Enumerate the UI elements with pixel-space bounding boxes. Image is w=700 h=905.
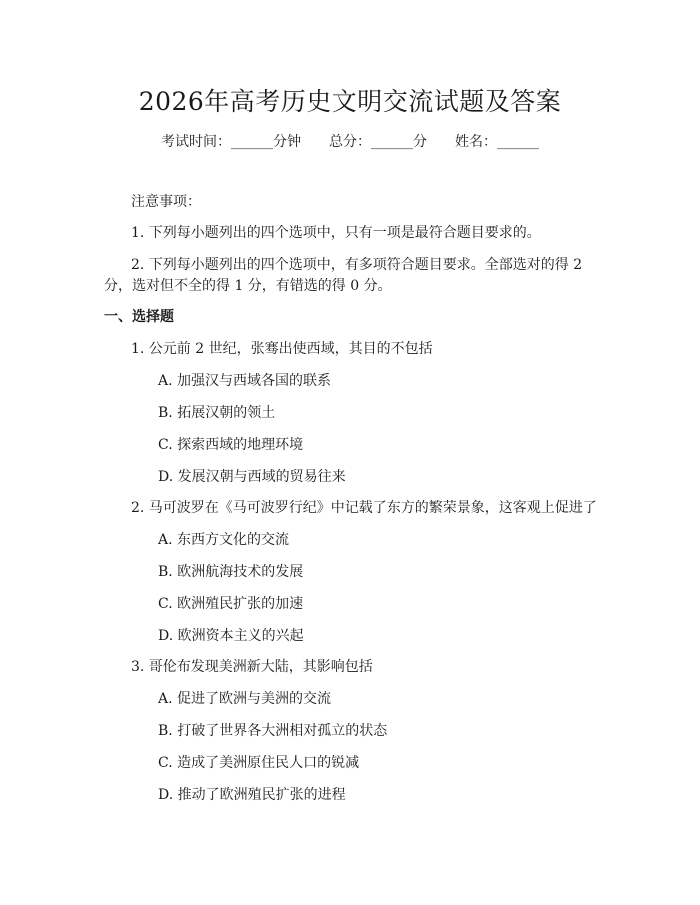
question-1-option-a: A. 加强汉与西域各国的联系	[158, 373, 332, 389]
question-2-stem: 2. 马可波罗在《马可波罗行纪》中记载了东方的繁荣景象，这客观上促进了	[131, 500, 597, 516]
total-score: 总分：______分	[329, 134, 427, 150]
question-2-option-a: A. 东西方文化的交流	[158, 532, 290, 548]
notice-heading: 注意事项：	[131, 194, 201, 210]
student-name: 姓名：______	[455, 134, 539, 150]
question-1-option-b: B. 拓展汉朝的领土	[158, 405, 276, 421]
question-1-option-c: C. 探索西域的地理环境	[158, 437, 304, 453]
question-3-option-d: D. 推动了欧洲殖民扩张的进程	[158, 787, 346, 803]
question-3-option-b: B. 打破了世界各大洲相对孤立的状态	[158, 723, 388, 739]
notice-item-1: 1. 下列每小题列出的四个选项中，只有一项是最符合题目要求的。	[131, 225, 541, 241]
page-title: 2026年高考历史文明交流试题及答案	[138, 87, 562, 116]
question-2-option-d: D. 欧洲资本主义的兴起	[158, 628, 304, 644]
question-1-stem: 1. 公元前 2 世纪，张骞出使西域，其目的不包括	[131, 341, 433, 357]
question-3-stem: 3. 哥伦布发现美洲新大陆，其影响包括	[131, 659, 373, 675]
question-3-option-a: A. 促进了欧洲与美洲的交流	[158, 691, 332, 707]
exam-time: 考试时间：______分钟	[161, 134, 301, 150]
question-2-option-c: C. 欧洲殖民扩张的加速	[158, 596, 304, 612]
question-1-option-d: D. 发展汉朝与西域的贸易往来	[158, 469, 346, 485]
notice-item-2: 2. 下列每小题列出的四个选项中，有多项符合题目要求。全部选对的得 2	[131, 257, 583, 273]
notice-item-2-continued: 分，选对但不全的得 1 分，有错选的得 0 分。	[104, 278, 392, 294]
question-3-option-c: C. 造成了美洲原住民人口的锐减	[158, 755, 360, 771]
exam-meta	[0, 131, 700, 151]
section-heading: 一、选择题	[104, 309, 174, 325]
question-2-option-b: B. 欧洲航海技术的发展	[158, 564, 304, 580]
